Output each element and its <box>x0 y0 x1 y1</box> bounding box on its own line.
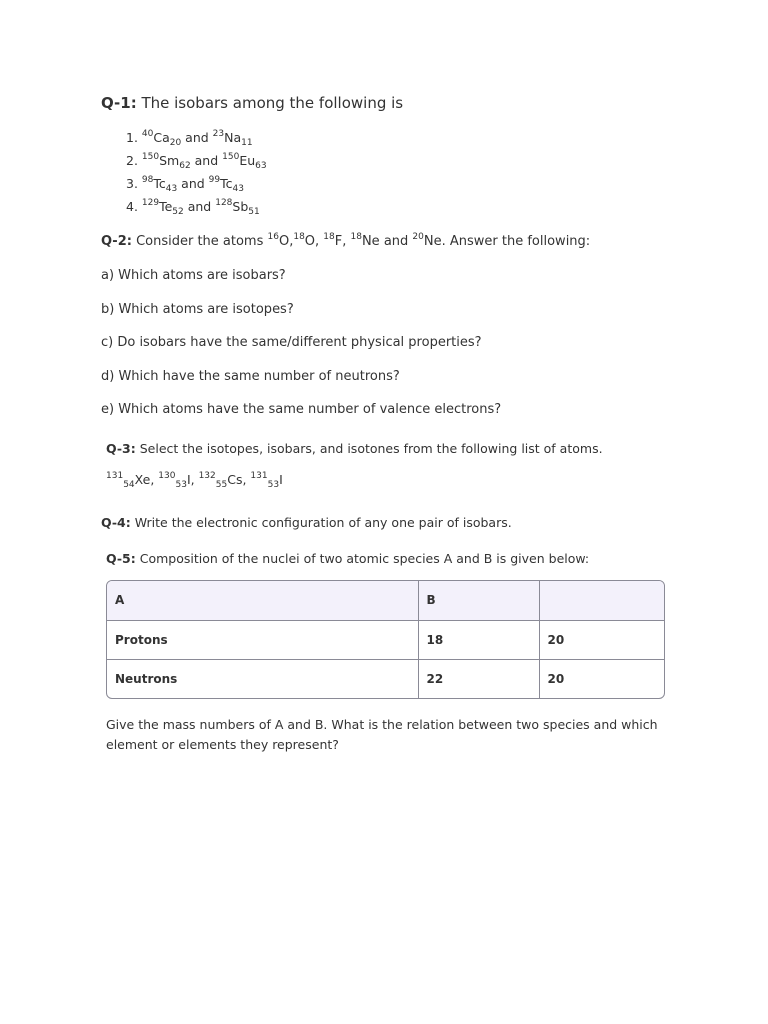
separator: , <box>342 234 351 249</box>
question-3-text: Select the isotopes, isobars, and isotones from the following list of atoms. <box>135 441 603 456</box>
separator: , <box>315 234 324 249</box>
atomic-number: 55 <box>215 480 228 490</box>
question-4-text: Write the electronic configuration of any one pair of isobars. <box>130 515 512 530</box>
option-number: 4. <box>126 199 142 214</box>
question-2-part-b: b) Which atoms are isotopes? <box>101 302 294 317</box>
composition-table <box>106 580 665 699</box>
separator: . Answer the following: <box>441 234 591 249</box>
atomic-number: 11 <box>241 138 253 148</box>
table-cell: 22 <box>418 659 539 698</box>
atomic-number: 51 <box>248 207 260 217</box>
option-joiner: and <box>183 199 216 214</box>
mass-number: 150 <box>222 152 240 162</box>
question-2-label: Q-2: <box>101 234 132 249</box>
mass-number: 18 <box>323 232 335 242</box>
atomic-number: 52 <box>172 207 184 217</box>
question-2-part-d: d) Which have the same number of neutrons? <box>101 369 400 384</box>
element-symbol: Ca <box>153 130 170 145</box>
element-symbol: Te <box>159 199 173 214</box>
separator: , <box>289 234 294 249</box>
atomic-number: 62 <box>179 161 191 171</box>
element-symbol: Tc <box>220 176 233 191</box>
atomic-number: 53 <box>267 480 280 490</box>
element-symbol: I <box>279 472 283 487</box>
table-row <box>107 659 665 698</box>
table-cell: Neutrons <box>107 659 418 698</box>
mass-number: 131 <box>106 471 124 481</box>
question-3-label: Q-3: <box>106 441 136 456</box>
question-1 <box>101 94 403 112</box>
atomic-number: 43 <box>165 184 178 194</box>
element-symbol: Xe <box>134 472 151 487</box>
mass-number: 40 <box>141 129 154 139</box>
question-2-text: Consider the atoms <box>131 234 268 249</box>
table-header-cell <box>539 581 665 620</box>
element-symbol: O <box>304 234 316 249</box>
element-symbol: Sb <box>232 199 249 214</box>
atomic-number: 63 <box>255 161 267 171</box>
element-symbol: Tc <box>153 176 166 191</box>
option-number: 3. <box>126 176 142 191</box>
element-symbol: Sm <box>159 153 180 168</box>
question-1-text: The isobars among the following is <box>136 94 404 112</box>
atomic-number: 53 <box>175 480 187 490</box>
question-3-atom-list <box>106 471 283 490</box>
mass-number: 129 <box>141 198 160 208</box>
mass-number: 23 <box>212 129 225 139</box>
element-symbol: Eu <box>239 153 256 168</box>
atomic-number: 20 <box>169 138 182 148</box>
option-number: 2. <box>126 153 142 168</box>
table-header-cell: A <box>107 581 418 620</box>
question-1-label: Q-1: <box>101 94 137 112</box>
option-joiner: and <box>177 176 209 191</box>
mass-number: 128 <box>215 198 233 208</box>
element-symbol: Ne <box>423 234 442 249</box>
table-cell: 18 <box>418 620 539 659</box>
question-2-part-a: a) Which atoms are isobars? <box>101 268 286 283</box>
question-5-text: Composition of the nuclei of two atomic species A and B is given below: <box>135 551 590 566</box>
mass-number: 18 <box>293 232 305 242</box>
element-symbol: Ne <box>361 234 380 249</box>
element-symbol: Na <box>224 130 242 145</box>
element-symbol: F <box>334 234 343 249</box>
separator: and <box>379 234 413 249</box>
mass-number: 150 <box>141 152 160 162</box>
table-cell: Protons <box>107 620 418 659</box>
mass-number: 98 <box>141 175 154 185</box>
option-joiner: and <box>181 130 213 145</box>
question-4-label: Q-4: <box>101 515 131 530</box>
mass-number: 18 <box>350 232 362 242</box>
question-5-followup: Give the mass numbers of A and B. What is the relation between two species and which element or elements they represent? <box>106 717 658 752</box>
element-symbol: I <box>186 472 191 487</box>
question-5 <box>106 551 589 566</box>
question-1-option <box>126 198 260 217</box>
separator: , <box>150 472 159 487</box>
separator: , <box>242 472 251 487</box>
question-3 <box>106 441 603 456</box>
question-1-option <box>126 175 244 194</box>
question-2-part-c: c) Do isobars have the same/different physical properties? <box>101 335 482 350</box>
atomic-number: 54 <box>123 480 135 490</box>
question-2 <box>101 234 590 249</box>
mass-number: 16 <box>267 232 279 242</box>
question-1-option <box>126 129 253 148</box>
question-1-option <box>126 152 267 171</box>
table-header-row <box>107 581 665 620</box>
element-symbol: O <box>278 234 290 249</box>
table-cell: 20 <box>539 659 665 698</box>
question-2-part-e: e) Which atoms have the same number of valence electrons? <box>101 402 502 417</box>
mass-number: 99 <box>208 175 221 185</box>
separator: , <box>190 472 199 487</box>
mass-number: 131 <box>250 471 268 481</box>
question-4 <box>101 515 512 530</box>
table-row <box>107 620 665 659</box>
question-5-label: Q-5: <box>106 551 136 566</box>
mass-number: 132 <box>198 471 216 481</box>
mass-number: 130 <box>158 471 176 481</box>
mass-number: 20 <box>412 232 424 242</box>
atomic-number: 43 <box>232 184 244 194</box>
option-joiner: and <box>190 153 223 168</box>
element-symbol: Cs <box>227 472 243 487</box>
table-cell: 20 <box>539 620 665 659</box>
table-header-cell: B <box>418 581 539 620</box>
option-number: 1. <box>126 130 142 145</box>
